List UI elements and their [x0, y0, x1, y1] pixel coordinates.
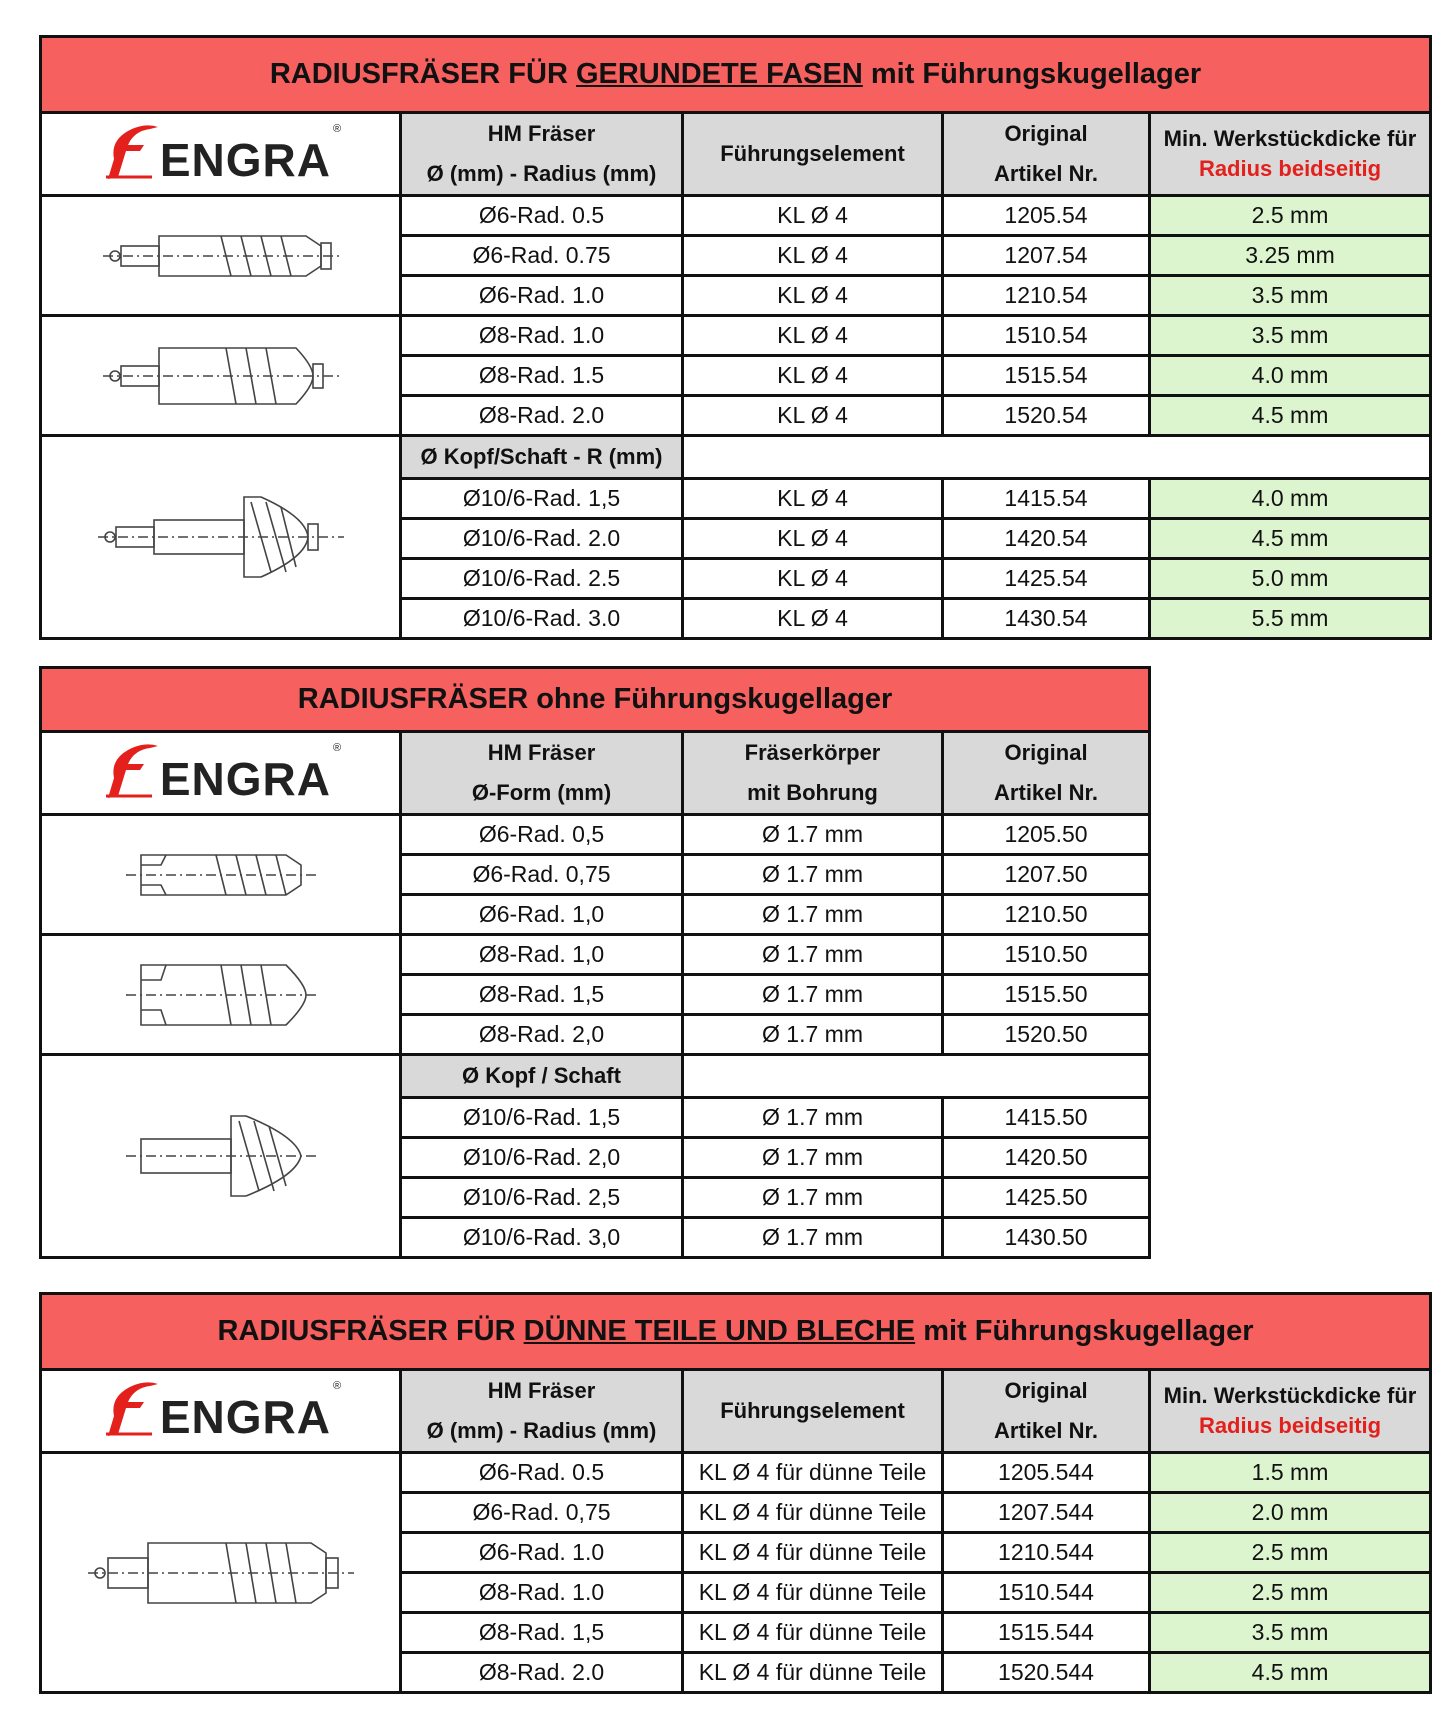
cell-dicke: 4.5 mm [1150, 396, 1431, 436]
cell-artikel: 1430.50 [943, 1218, 1150, 1258]
cell-artikel: 1210.544 [943, 1533, 1150, 1573]
cell-fuehrung: KL Ø 4 für dünne Teile [683, 1453, 943, 1493]
cell-fraeser: Ø6-Rad. 1.0 [401, 276, 683, 316]
cutter-drawing-8mm [41, 935, 401, 1055]
cell-dicke: 2.5 mm [1150, 196, 1431, 236]
cell-fraeser: Ø10/6-Rad. 2,0 [401, 1138, 683, 1178]
cell-artikel: 1510.50 [943, 935, 1150, 975]
cell-artikel: 1205.544 [943, 1453, 1150, 1493]
header-hm-fraeser: HM Fräser Ø-Form (mm) [401, 732, 683, 815]
header-werkstueckdicke: Min. Werkstückdicke für Radius beidseitig [1150, 1370, 1431, 1453]
cell-fraeser: Ø6-Rad. 0,75 [401, 1493, 683, 1533]
cell-artikel: 1515.50 [943, 975, 1150, 1015]
cell-dicke: 5.5 mm [1150, 599, 1431, 639]
cell-artikel: 1415.54 [943, 479, 1150, 519]
cell-fuehrung: KL Ø 4 [683, 396, 943, 436]
cell-fraeser: Ø8-Rad. 2,0 [401, 1015, 683, 1055]
cell-bohrung: Ø 1.7 mm [683, 855, 943, 895]
cell-fuehrung: KL Ø 4 [683, 519, 943, 559]
cell-dicke: 4.0 mm [1150, 356, 1431, 396]
cutter-drawing-thin [41, 1453, 401, 1693]
cell-artikel: 1520.544 [943, 1653, 1150, 1693]
cell-fraeser: Ø8-Rad. 2.0 [401, 396, 683, 436]
table-row [41, 196, 1431, 236]
cutter-drawing-10mm [41, 436, 401, 639]
cell-fuehrung: KL Ø 4 [683, 479, 943, 519]
table-row [41, 1453, 1431, 1493]
cell-fuehrung: KL Ø 4 für dünne Teile [683, 1613, 943, 1653]
cell-dicke: 2.5 mm [1150, 1533, 1431, 1573]
cell-fraeser: Ø10/6-Rad. 3.0 [401, 599, 683, 639]
cell-artikel: 1207.54 [943, 236, 1150, 276]
cell-artikel: 1207.544 [943, 1493, 1150, 1533]
cell-fraeser: Ø8-Rad. 1.5 [401, 356, 683, 396]
header-werkstueckdicke: Min. Werkstückdicke für Radius beidseitig [1150, 113, 1431, 196]
cell-fuehrung: KL Ø 4 [683, 599, 943, 639]
cell-artikel: 1420.54 [943, 519, 1150, 559]
header-artikel-nr: Original Artikel Nr. [943, 732, 1150, 815]
cell-dicke: 3.25 mm [1150, 236, 1431, 276]
cell-bohrung: Ø 1.7 mm [683, 1015, 943, 1055]
cell-fuehrung: KL Ø 4 [683, 236, 943, 276]
cutter-drawing-10mm [41, 1055, 401, 1258]
engra-logo-icon [100, 738, 160, 802]
cell-bohrung: Ø 1.7 mm [683, 1218, 943, 1258]
engra-logo: ENGRA ® [41, 732, 401, 815]
radius-cutter-bearing-icon [86, 1528, 356, 1618]
cell-artikel: 1430.54 [943, 599, 1150, 639]
cell-artikel: 1207.50 [943, 855, 1150, 895]
cell-bohrung: Ø 1.7 mm [683, 975, 943, 1015]
cell-artikel: 1420.50 [943, 1138, 1150, 1178]
header-artikel-nr: Original Artikel Nr. [943, 113, 1150, 196]
cell-artikel: 1210.50 [943, 895, 1150, 935]
cell-artikel: 1425.54 [943, 559, 1150, 599]
table-gerundete-fasen [39, 35, 1432, 640]
cell-fraeser: Ø10/6-Rad. 1,5 [401, 1098, 683, 1138]
cell-dicke: 4.0 mm [1150, 479, 1431, 519]
cell-fraeser: Ø6-Rad. 0,5 [401, 815, 683, 855]
cell-artikel: 1515.544 [943, 1613, 1150, 1653]
cell-fraeser: Ø10/6-Rad. 2.0 [401, 519, 683, 559]
cell-dicke: 4.5 mm [1150, 519, 1431, 559]
cell-artikel: 1520.54 [943, 396, 1150, 436]
cell-bohrung: Ø 1.7 mm [683, 1178, 943, 1218]
cell-fraeser: Ø6-Rad. 1.0 [401, 1533, 683, 1573]
header-hm-fraeser: HM Fräser Ø (mm) - Radius (mm) [401, 113, 683, 196]
radius-cutter-icon [121, 955, 321, 1035]
cell-dicke: 3.5 mm [1150, 276, 1431, 316]
cell-dicke: 4.5 mm [1150, 1653, 1431, 1693]
engra-logo-icon [100, 119, 160, 183]
cell-fraeser: Ø6-Rad. 0.75 [401, 236, 683, 276]
engra-logo: ENGRA ® [41, 113, 401, 196]
header-fuehrungselement: Führungselement [683, 1370, 943, 1453]
cell-fraeser: Ø8-Rad. 2.0 [401, 1653, 683, 1693]
subheader-kopf-schaft: Ø Kopf / Schaft [401, 1055, 683, 1098]
table-title: RADIUSFRÄSER FÜR DÜNNE TEILE UND BLECHE mit Führungskugellager [41, 1294, 1431, 1370]
cell-fraeser: Ø6-Rad. 0.5 [401, 1453, 683, 1493]
cell-bohrung: Ø 1.7 mm [683, 935, 943, 975]
cutter-drawing-6mm [41, 196, 401, 316]
radius-cutter-bearing-icon [101, 221, 341, 291]
cell-artikel: 1415.50 [943, 1098, 1150, 1138]
cell-dicke: 2.5 mm [1150, 1573, 1431, 1613]
cell-fuehrung: KL Ø 4 [683, 196, 943, 236]
table-subheader-row [41, 1055, 1150, 1098]
cell-bohrung: Ø 1.7 mm [683, 815, 943, 855]
table-subheader-row [41, 436, 1431, 479]
cell-dicke: 1.5 mm [1150, 1453, 1431, 1493]
table-row [41, 316, 1431, 356]
radius-cutter-bearing-icon [96, 482, 346, 592]
cell-artikel: 1210.54 [943, 276, 1150, 316]
cell-fraeser: Ø10/6-Rad. 3,0 [401, 1218, 683, 1258]
cell-artikel: 1425.50 [943, 1178, 1150, 1218]
cell-fuehrung: KL Ø 4 [683, 276, 943, 316]
cell-dicke: 5.0 mm [1150, 559, 1431, 599]
cutter-drawing-6mm [41, 815, 401, 935]
cell-bohrung: Ø 1.7 mm [683, 1098, 943, 1138]
cell-fraeser: Ø8-Rad. 1,5 [401, 1613, 683, 1653]
cell-fraeser: Ø8-Rad. 1,5 [401, 975, 683, 1015]
table-title: RADIUSFRÄSER ohne Führungskugellager [41, 668, 1150, 732]
table-row [41, 935, 1150, 975]
cell-artikel: 1510.54 [943, 316, 1150, 356]
cell-fuehrung: KL Ø 4 für dünne Teile [683, 1533, 943, 1573]
table-ohne-kugellager [39, 666, 1151, 1259]
cell-dicke: 2.0 mm [1150, 1493, 1431, 1533]
cell-fuehrung: KL Ø 4 [683, 316, 943, 356]
header-fuehrungselement: Führungselement [683, 113, 943, 196]
cell-fraeser: Ø10/6-Rad. 2.5 [401, 559, 683, 599]
cell-fuehrung: KL Ø 4 für dünne Teile [683, 1493, 943, 1533]
cell-fraeser: Ø8-Rad. 1.0 [401, 1573, 683, 1613]
cell-fraeser: Ø8-Rad. 1,0 [401, 935, 683, 975]
header-artikel-nr: Original Artikel Nr. [943, 1370, 1150, 1453]
table-title: RADIUSFRÄSER FÜR GERUNDETE FASEN mit Führungskugellager [41, 37, 1431, 113]
cell-fraeser: Ø10/6-Rad. 1,5 [401, 479, 683, 519]
cell-fraeser: Ø8-Rad. 1.0 [401, 316, 683, 356]
subheader-kopf-schaft: Ø Kopf/Schaft - R (mm) [401, 436, 683, 479]
cell-fuehrung: KL Ø 4 für dünne Teile [683, 1653, 943, 1693]
cell-artikel: 1205.54 [943, 196, 1150, 236]
radius-cutter-bearing-icon [101, 336, 341, 416]
cell-fraeser: Ø10/6-Rad. 2,5 [401, 1178, 683, 1218]
radius-cutter-icon [121, 1101, 321, 1211]
cell-bohrung: Ø 1.7 mm [683, 895, 943, 935]
engra-logo: ENGRA ® [41, 1370, 401, 1453]
cell-dicke: 3.5 mm [1150, 316, 1431, 356]
cutter-drawing-8mm [41, 316, 401, 436]
table-row [41, 815, 1150, 855]
cell-artikel: 1515.54 [943, 356, 1150, 396]
cell-fraeser: Ø6-Rad. 1,0 [401, 895, 683, 935]
cell-artikel: 1520.50 [943, 1015, 1150, 1055]
cell-dicke: 3.5 mm [1150, 1613, 1431, 1653]
cell-fuehrung: KL Ø 4 [683, 356, 943, 396]
cell-bohrung: Ø 1.7 mm [683, 1138, 943, 1178]
engra-logo-icon [100, 1376, 160, 1440]
radius-cutter-icon [121, 840, 321, 910]
cell-fraeser: Ø6-Rad. 0.5 [401, 196, 683, 236]
blank-cell [683, 436, 1431, 479]
cell-artikel: 1205.50 [943, 815, 1150, 855]
header-fraeserkoerper: Fräserkörper mit Bohrung [683, 732, 943, 815]
header-hm-fraeser: HM Fräser Ø (mm) - Radius (mm) [401, 1370, 683, 1453]
table-duenne-teile [39, 1292, 1432, 1694]
cell-artikel: 1510.544 [943, 1573, 1150, 1613]
cell-fuehrung: KL Ø 4 [683, 559, 943, 599]
cell-fraeser: Ø6-Rad. 0,75 [401, 855, 683, 895]
cell-fuehrung: KL Ø 4 für dünne Teile [683, 1573, 943, 1613]
blank-cell [683, 1055, 1150, 1098]
